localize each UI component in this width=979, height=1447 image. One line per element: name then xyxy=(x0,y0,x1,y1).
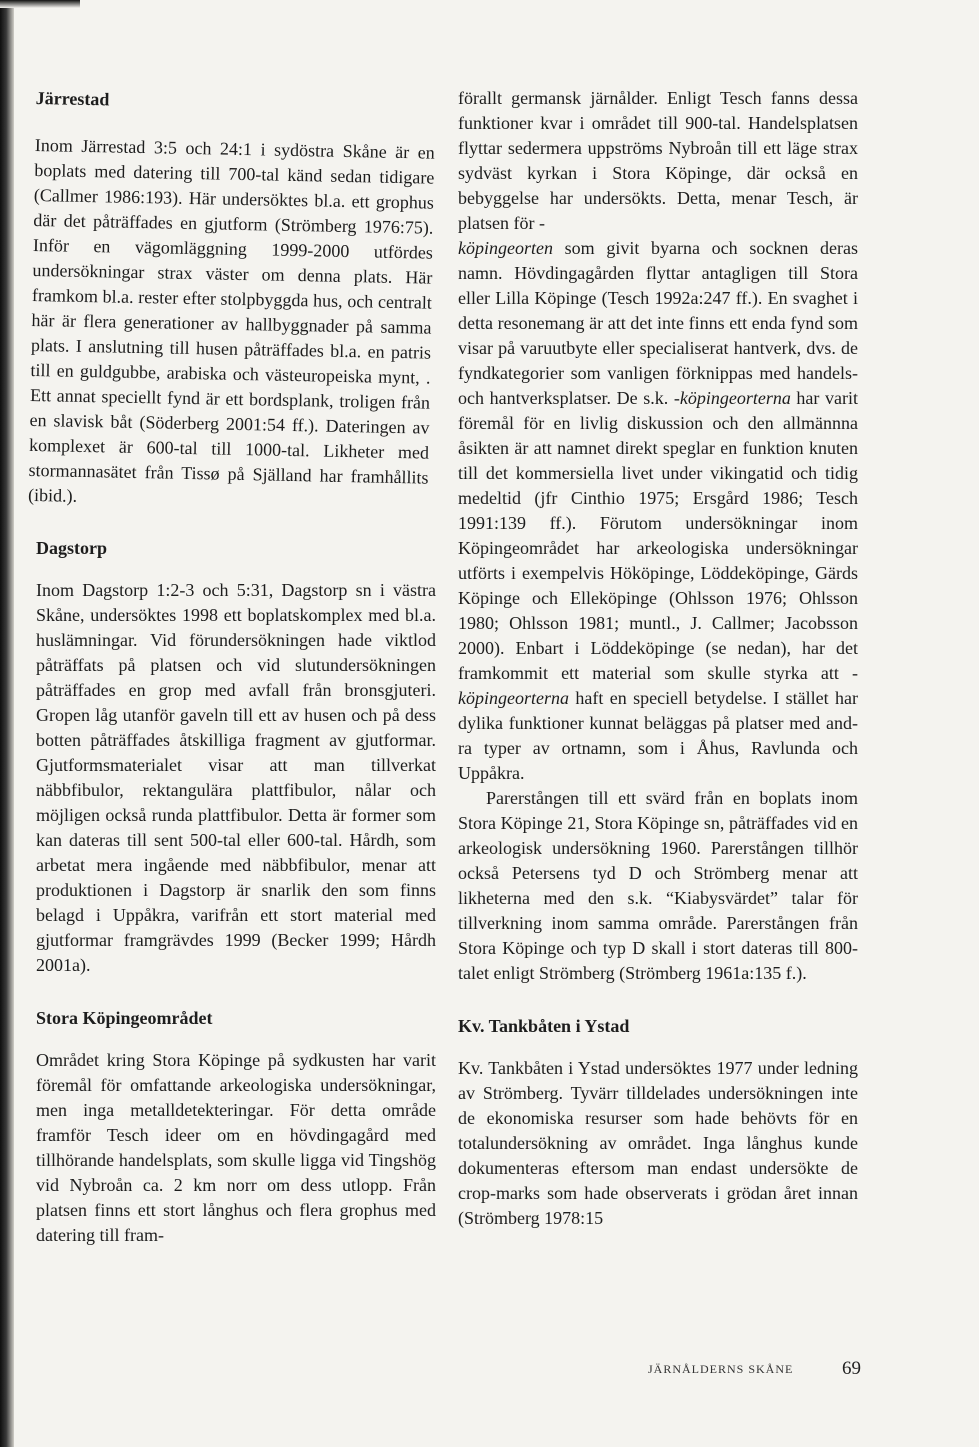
spacer xyxy=(36,978,436,1006)
spacer xyxy=(458,1039,858,1056)
running-footer-title: JÄRNÅLDERNS SKÅNE xyxy=(648,1362,794,1376)
page-binding-edge xyxy=(0,0,14,1447)
page-number: 69 xyxy=(842,1358,861,1379)
paragraph-stora-kopinge: Området kring Stora Köpinge på sydkusten har varit föremål för omfattande arkeologiska undersökningar, men inga metalldetekteringar. För detta område framför Tesch ideer om en hövdingagård med tillhörande handelsplats, som skulle ligga vid Tingshög vid Nybroån ca. 2 km norr om dess utlopp. Från platsen finns ett stort långhus och flera grophus med datering till fram- xyxy=(36,1050,436,1245)
emphasis-term: -köpingeorterna xyxy=(673,388,791,408)
spacer xyxy=(36,1031,436,1048)
heading-stora-kopinge: Stora Köpingeområdet xyxy=(36,1008,213,1028)
paragraph-tankbaten: Kv. Tankbåten i Ystad undersöktes 1977 under ledning av Strömberg. Tyvärr tilldelades undersökningen inte de ekonomiska resurser som hade behövts för en totalundersökning av området. Inga långhus kunde dokumenteras eftersom man endast undersökte de crop-marks som hade observerats i grödan året innan (Strömberg 1978:15 xyxy=(458,1058,858,1228)
left-column xyxy=(27,86,436,1248)
heading-dagstorp: Dagstorp xyxy=(36,538,107,558)
spacer xyxy=(458,986,858,1014)
heading-tankbaten: Kv. Tankbåten i Ystad xyxy=(458,1016,630,1036)
paragraph-parerstangen: Parerstången till ett svärd från en boplats inom Stora Köpinge 21, Stora Köpinge sn, påträffades vid en arkeologisk undersökning 1960. Parerstången tillhör också Petersens tyd D och Strömberg menar att likheterna med den s.k. “Kiabysvärdet” talar för tillverkning inom samma område. Parerstången från Stora Köpinge och typ D skall i stort dateras till 800-talet enligt Strömberg (Strömberg 1961a:135 f.). xyxy=(458,788,858,983)
emphasis-term: -köpingeorterna xyxy=(458,663,858,708)
paragraph-jarrestad: Inom Järrestad 3:5 och 24:1 i sydöstra Skåne är en boplats med datering till 700-tal känd sedan tidigare (Callmer 1986:193). Här undersöktes bl.a. ett grophus där det påträffades en gjutform (Strömberg 1976:75). Inför en vägomläggning 1999-2000 utfördes undersökningar strax väster om denna plats. Här framkom bl.a. rester efter stolpbyggda hus, och centralt här är flera generationer av hallbyggnader på samma plats. I anslutning till husen påträffades bl.a. en patris till en guldgubbe, arabiska och västeuropeiska mynt, . Ett annat speciellt fynd är ett bordsplank, troligen från en slavisk båt (Söderberg 2001:54 ff.). Dateringen av komplexet är 600-tal till 1000-tal. Likheter med stormannasätet från Tissø på Själland har framhållits (ibid.). xyxy=(27,134,435,506)
skewed-block-jarrestad xyxy=(28,86,436,516)
page-corner-shadow xyxy=(0,0,80,8)
text-run: som givit byarna och socknen deras namn. Hövdingagården flyttar antagligen till Stora eller Lilla Köpinge (Tesch 1992a:247 ff.). En svaghet i detta resonemang är att det inte finns ett enda fynd som visar på varuutbyte eller specialiserat hantverk, dvs. de fyndkategorier som vanligen förknippas med handels- och hantverksplatser. De s.k. xyxy=(458,238,858,408)
right-column xyxy=(458,86,858,1231)
spacer xyxy=(36,561,436,578)
paragraph-stora-kopinge-continued xyxy=(458,86,858,786)
paragraph-dagstorp: Inom Dagstorp 1:2-3 och 5:31, Dagstorp sn i västra Skåne, undersöktes 1998 ett boplatskomplex med bl.a. huslämningar. Vid förundersökningen hade viktlod påträffats på platsen och vid slutundersökningen påträffades en grop med avfall från bronsgjuteri. Gropen låg utanför gaveln till ett av husen och på dess botten påträffades åtskilliga fragment av gjutformar. Gjutformsmaterialet visar att man tillverkat näbbfibulor, rektangulära plattfibulor, nålar och möjligen också runda plattfibulor. Detta är former som kan dateras till sent 500-tal eller 600-tal. Hårdh, som arbetat mera ingående med näbbfibulor, menar att produktionen i Dagstorp är snarlik den som finns belagd i Uppåkra, varifrån ett stort material med gjutformar framgrävdes 1999 (Becker 1999; Hårdh 2001a). xyxy=(36,580,436,975)
text-run: haft en speciell betydelse. I stället har dylika funktioner kunnat beläggas på platser med and-ra typer av ortnamn, som i Åhus, Ravlunda och Uppåkra. xyxy=(458,688,858,783)
text-run: har varit föremål för en livlig diskussion och den allmännna åsikten är att namnet direkt speglar en funktion knuten till det kommersiella livet under vikingatid och tidig medeltid (jfr Cinthio 1975; Ersgård 1986; Tesch 1991:139 ff.). Förutom undersökningar inom Köpingeområdet har arkeologiska undersökningar utförts i exempelvis Hököpinge, Löddeköpinge, Gärds Köpinge och Elleköpinge (Ohlsson 1976; Ohlsson 1980; Ohlsson 1981; muntl., J. Callmer; Jacobsson 2000). Enbart i Löddeköpinge (se nedan), har det framkommit ett material som skulle styrka att xyxy=(458,388,858,683)
text-run: förallt germansk järnålder. Enligt Tesch fanns dessa funktioner kvar i området till 900-tal. Handelsplatsen flyttar sedermera uppströms Nybroån till ett läge strax sydväst kyrkan i Stora Köpinge, där också en bebyggelse har undersökts. Detta, menar Tesch, är platsen för - xyxy=(458,88,858,233)
emphasis-term: köpingeorten xyxy=(458,238,553,258)
heading-jarrestad: Järrestad xyxy=(35,87,110,110)
